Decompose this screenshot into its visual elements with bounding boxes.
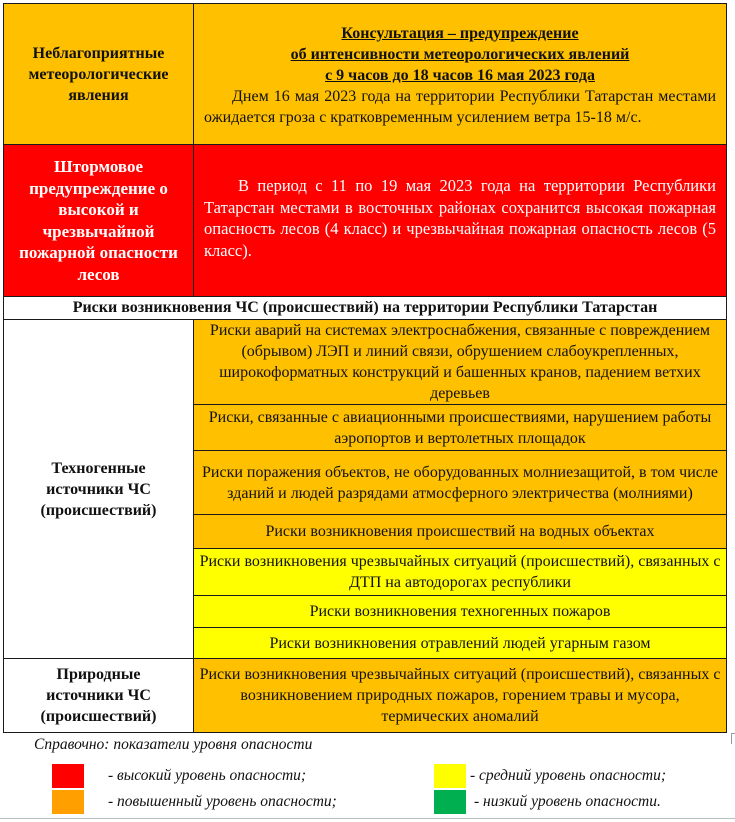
legend-item-low (434, 790, 661, 814)
risk-natural-fires: Риски возникновения чрезвычайных ситуаций (происшествий), связанных с возникновением природных пожаров, горением травы и мусора, термических аномалий (194, 659, 727, 733)
page-corner-mark (731, 733, 735, 744)
green-swatch-icon (434, 790, 466, 814)
weather-row (4, 4, 727, 145)
risks-banner: Риски возникновения ЧС (происшествий) на территории Республики Татарстан (4, 297, 727, 320)
risk-water: Риски возникновения происшествий на водных объектах (194, 515, 727, 549)
legend-label-high: - высокий уровень опасности; (108, 767, 307, 784)
weather-title-line-3: с 9 часов до 18 часов 16 мая 2023 года (325, 66, 595, 84)
risk-lightning: Риски поражения объектов, не оборудованных молниезащитой, в том числе зданий и людей разрядами атмосферного электричества (молниями) (194, 451, 727, 515)
red-swatch-icon (52, 764, 84, 788)
yellow-swatch-icon (434, 764, 466, 788)
risk-traffic: Риски возникновения чрезвычайных ситуаций (происшествий), связанных с ДТП на автодорогах республики (194, 549, 727, 596)
risk-tech-fires: Риски возникновения техногенных пожаров (194, 596, 727, 628)
legend-item-high (52, 764, 306, 788)
storm-label: Штормовое предупреждение о высокой и чрезвычайной пожарной опасности лесов (4, 145, 194, 297)
natural-row (4, 659, 727, 733)
bottom-divider (0, 818, 735, 819)
technogenic-label: Техногенные источники ЧС (происшествий) (4, 320, 194, 659)
legend-label-elevated: - повышенный уровень опасности; (108, 793, 337, 810)
risk-power-lines: Риски аварий на системах электроснабжения, связанные с повреждением (обрывом) ЛЭП и линий связи, обрушением слабоукрепленных, широкоформатных конструкций и башенных кранов, падением ветхих деревьев (194, 320, 727, 405)
risk-aviation: Риски, связанные с авиационными происшествиями, нарушением работы аэропортов и вертолетных площадок (194, 405, 727, 451)
weather-label: Неблагоприятные метеорологические явления (4, 4, 194, 145)
risks-banner-row (4, 297, 727, 320)
orange-swatch-icon (52, 790, 84, 814)
legend-title: Справочно: показатели уровня опасности (34, 736, 313, 753)
legend-item-medium (434, 764, 666, 788)
technogenic-row-1 (4, 320, 727, 405)
weather-title-line-1: Консультация – предупреждение (341, 24, 579, 42)
risk-carbon-monoxide: Риски возникновения отравлений людей угарным газом (194, 628, 727, 659)
weather-content (194, 4, 727, 145)
legend-label-low: - низкий уровень опасности. (474, 793, 661, 810)
warning-table (3, 3, 727, 733)
legend-item-elevated (52, 790, 337, 814)
natural-label: Природные источники ЧС (происшествий) (4, 659, 194, 733)
weather-title-line-2: об интенсивности метеорологических явлений (290, 45, 630, 63)
legend-label-medium: - средний уровень опасности; (470, 767, 667, 784)
storm-text: В период с 11 по 19 мая 2023 года на территории Республики Татарстан местами в восточных районах сохранится высокая пожарная опасность лесов (4 класс) и чрезвычайная пожарная опасность лесов (5 класс). (194, 145, 727, 297)
storm-row (4, 145, 727, 297)
weather-text: Днем 16 мая 2023 года на территории Республики Татарстан местами ожидается гроза с кратковременным усилением ветра 15-18 м/с. (204, 87, 716, 126)
